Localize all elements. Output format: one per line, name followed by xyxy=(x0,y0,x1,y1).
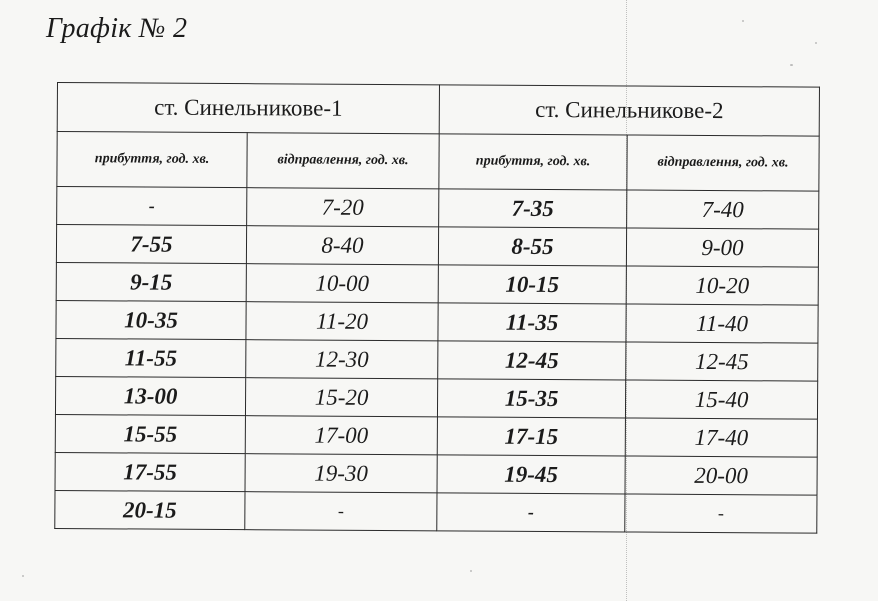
column-header-row xyxy=(57,132,819,192)
table-row xyxy=(55,376,817,419)
scan-speck xyxy=(22,575,24,577)
departure-cell: 8-40 xyxy=(246,226,438,265)
departure-cell: 10-00 xyxy=(246,264,438,303)
arrival-cell: 17-15 xyxy=(437,417,625,456)
arrival-cell: 8-55 xyxy=(438,227,626,266)
schedule-body xyxy=(55,187,819,534)
arrival-cell: 7-55 xyxy=(56,225,246,264)
arrival-cell: 20-15 xyxy=(55,490,245,529)
table-row xyxy=(56,225,818,268)
arrival-cell: 19-45 xyxy=(437,455,625,494)
departure-cell: 10-20 xyxy=(626,266,818,305)
departure-cell: 17-00 xyxy=(245,416,437,455)
column-header-arrival: прибуття, год. хв. xyxy=(57,132,247,188)
arrival-cell: 9-15 xyxy=(56,262,246,301)
departure-cell: 11-20 xyxy=(246,302,438,341)
table-row xyxy=(55,490,817,533)
arrival-cell: 15-55 xyxy=(55,414,245,453)
arrival-cell: 13-00 xyxy=(55,376,245,415)
table-row xyxy=(55,452,817,495)
departure-cell: 15-40 xyxy=(625,380,817,419)
station-header: ст. Синельникове-2 xyxy=(439,85,819,136)
departure-cell: 7-40 xyxy=(627,190,819,229)
table-row xyxy=(56,262,818,305)
departure-cell: 7-20 xyxy=(247,188,439,227)
arrival-cell: - xyxy=(57,187,247,226)
departure-cell: 19-30 xyxy=(245,454,437,493)
arrival-cell: 11-55 xyxy=(56,338,246,377)
page-title: Графік № 2 xyxy=(46,13,188,44)
departure-cell: 9-00 xyxy=(626,228,818,267)
column-header-departure: відправлення, год. хв. xyxy=(247,133,439,189)
table-row xyxy=(57,187,819,230)
arrival-cell: 12-45 xyxy=(438,341,626,380)
arrival-cell: 10-35 xyxy=(56,300,246,339)
arrival-cell: 17-55 xyxy=(55,452,245,491)
arrival-cell: 11-35 xyxy=(438,303,626,342)
arrival-cell: 7-35 xyxy=(439,189,627,228)
arrival-cell: 10-15 xyxy=(438,265,626,304)
station-header-row xyxy=(57,83,819,137)
scan-speck xyxy=(742,20,744,22)
table-row xyxy=(56,300,818,343)
departure-cell: 12-30 xyxy=(246,340,438,379)
arrival-cell: 15-35 xyxy=(437,379,625,418)
schedule-table xyxy=(54,82,820,534)
column-header-departure: відправлення, год. хв. xyxy=(627,135,819,191)
arrival-cell: - xyxy=(437,493,625,532)
departure-cell: - xyxy=(245,492,437,531)
station-header: ст. Синельникове-1 xyxy=(57,83,439,134)
table-row xyxy=(56,338,818,381)
scan-speck xyxy=(470,570,472,572)
schedule-table-wrapper xyxy=(54,82,820,534)
departure-cell: 15-20 xyxy=(245,378,437,417)
scan-speck xyxy=(790,64,793,66)
departure-cell: 12-45 xyxy=(626,342,818,381)
table-row xyxy=(55,414,817,457)
departure-cell: 17-40 xyxy=(625,418,817,457)
scan-speck xyxy=(815,42,817,44)
departure-cell: 20-00 xyxy=(625,456,817,495)
departure-cell: 11-40 xyxy=(626,304,818,343)
column-header-arrival: прибуття, год. хв. xyxy=(439,134,627,190)
departure-cell: - xyxy=(625,494,817,533)
